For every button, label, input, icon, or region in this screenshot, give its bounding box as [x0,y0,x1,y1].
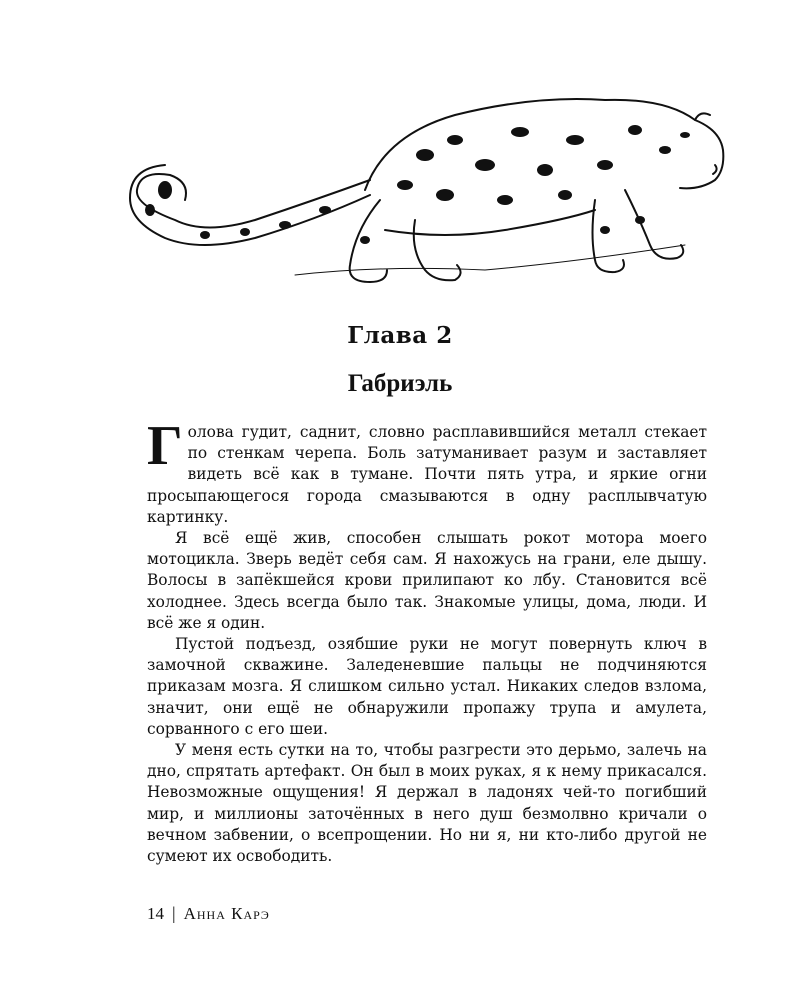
paragraph-2: Я всё ещё жив, способен слышать рокот мотора моего мотоцикла. Зверь ведёт себя сам. Я нахожусь на грани, еле дышу. Волосы в запёкшейся крови прилипают ко лбу. Становится всё холоднее. Здесь всегда было так. Знакомые улицы, дома, люди. И всё же я один. [147,529,707,632]
snow-leopard-illustration [125,70,730,300]
chapter-text [147,415,707,867]
paragraph-3: Пустой подъезд, озябшие руки не могут повернуть ключ в замочной скважине. Заледеневшие пальцы не подчиняются приказам мозга. Я слишком сильно устал. Никаких следов взлома, значит, они ещё не обнаружили пропажу трупа и амулета, сорванного с его шеи. [147,635,707,738]
chapter-title: Глава 2 [347,322,453,349]
author-name: Анна Карэ [183,903,270,923]
paragraph-4: У меня есть сутки на то, чтобы разгрести это дерьмо, залечь на дно, спрятать артефакт. Он был в моих руках, я к нему прикасался. Невозможные ощущения! Я держал в ладонях чей-то погибший мир, и миллионы заточённых в него душ безмолвно кричали о вечном забвении, о всепрощении. Но ни я, ни кто-либо другой не сумеют их освободить. [147,741,707,866]
page-number: 14 [147,903,164,923]
chapter-subtitle: Габриэль [347,370,453,397]
page-footer [147,903,270,924]
paragraph-1 [147,415,707,528]
paragraph-1-text: олова гудит, саднит, словно расплавившийся металл стекает по стенкам черепа. Боль затуманивает разум и заставляет видеть всё как в тумане. Почти пять утра, и яркие огни просыпающегося города смазываются в одну расплывчатую картинку. [147,423,707,526]
drop-cap: Г [147,415,183,477]
footer-separator: | [172,903,176,923]
